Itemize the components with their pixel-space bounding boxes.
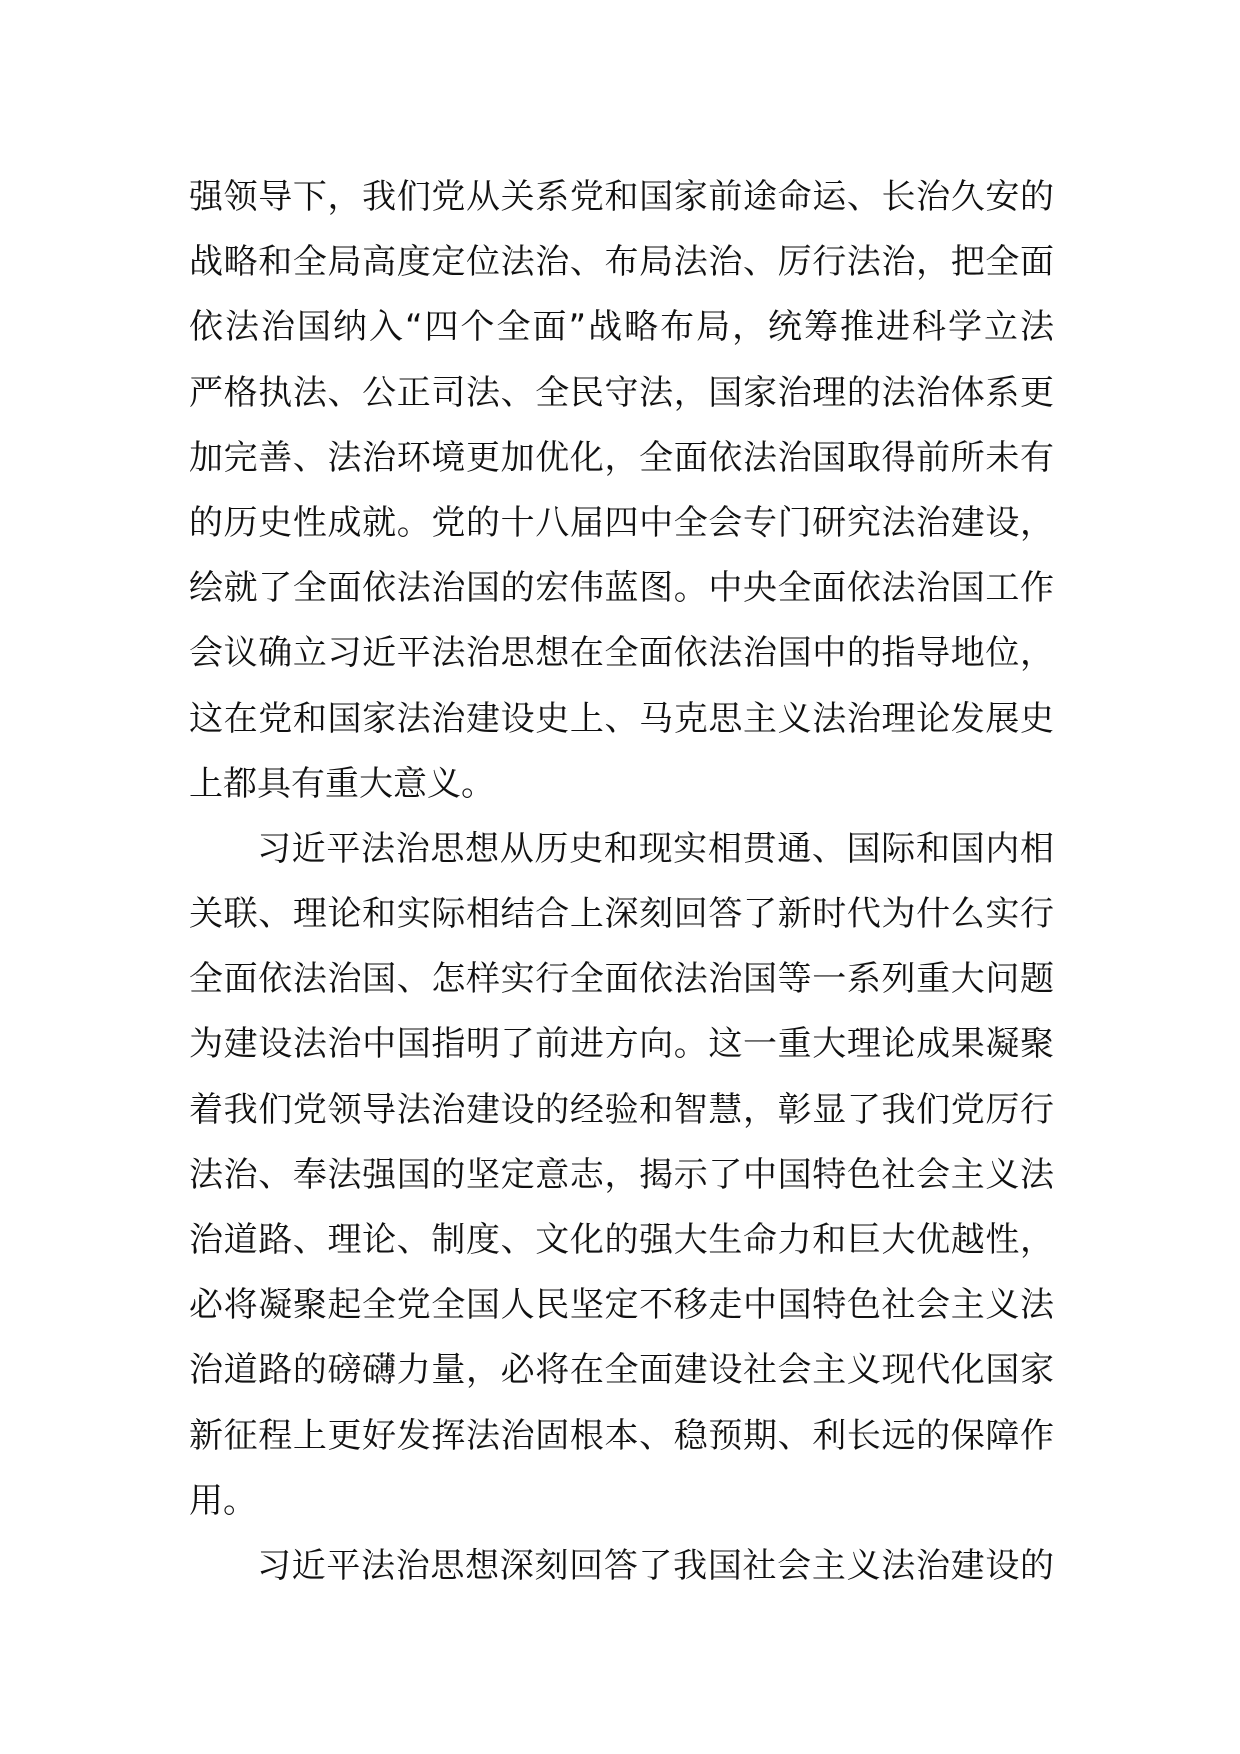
text-line: 绘就了全面依法治国的宏伟蓝图。中央全面依法治国工作 [189, 568, 1054, 609]
text-line: 全面依法治国、怎样实行全面依法治国等一系列重大问题 [189, 959, 1054, 1000]
body-text [189, 165, 1054, 1599]
text-line: 依法治国纳入“四个全面”战略布局，统筹推进科学立法 [189, 307, 1054, 348]
text-line: 的历史性成就。党的十八届四中全会专门研究法治建设， [189, 502, 1054, 543]
text-line: 关联、理论和实际相结合上深刻回答了新时代为什么实行 [189, 894, 1054, 935]
text-line: 治道路、理论、制度、文化的强大生命力和巨大优越性， [189, 1220, 1054, 1260]
text-line: 强领导下，我们党从关系党和国家前途命运、长治久安的 [189, 177, 1054, 217]
text-line: 这在党和国家法治建设史上、马克思主义法治理论发展史 [189, 698, 1054, 739]
text-line: 治道路的磅礴力量，必将在全面建设社会主义现代化国家 [189, 1350, 1054, 1391]
text-line: 习近平法治思想从历史和现实相贯通、国际和国内相 [257, 828, 1054, 869]
text-line: 习近平法治思想深刻回答了我国社会主义法治建设的 [257, 1545, 1054, 1586]
text-line: 法治、奉法强国的坚定意志，揭示了中国特色社会主义法 [189, 1154, 1054, 1195]
text-line: 用。 [189, 1480, 257, 1521]
text-line: 必将凝聚起全党全国人民坚定不移走中国特色社会主义法 [189, 1285, 1054, 1326]
text-line: 战略和全局高度定位法治、布局法治、厉行法治，把全面 [189, 242, 1054, 283]
text-line: 新征程上更好发挥法治固根本、稳预期、利长远的保障作 [189, 1415, 1054, 1456]
text-line: 上都具有重大意义。 [189, 763, 495, 804]
text-line: 为建设法治中国指明了前进方向。这一重大理论成果凝聚 [189, 1024, 1054, 1065]
text-line: 会议确立习近平法治思想在全面依法治国中的指导地位， [189, 633, 1054, 674]
text-line: 严格执法、公正司法、全民守法，国家治理的法治体系更 [189, 372, 1054, 413]
text-line: 加完善、法治环境更加优化，全面依法治国取得前所未有 [189, 437, 1054, 478]
text-line: 着我们党领导法治建设的经验和智慧，彰显了我们党厉行 [189, 1089, 1054, 1130]
